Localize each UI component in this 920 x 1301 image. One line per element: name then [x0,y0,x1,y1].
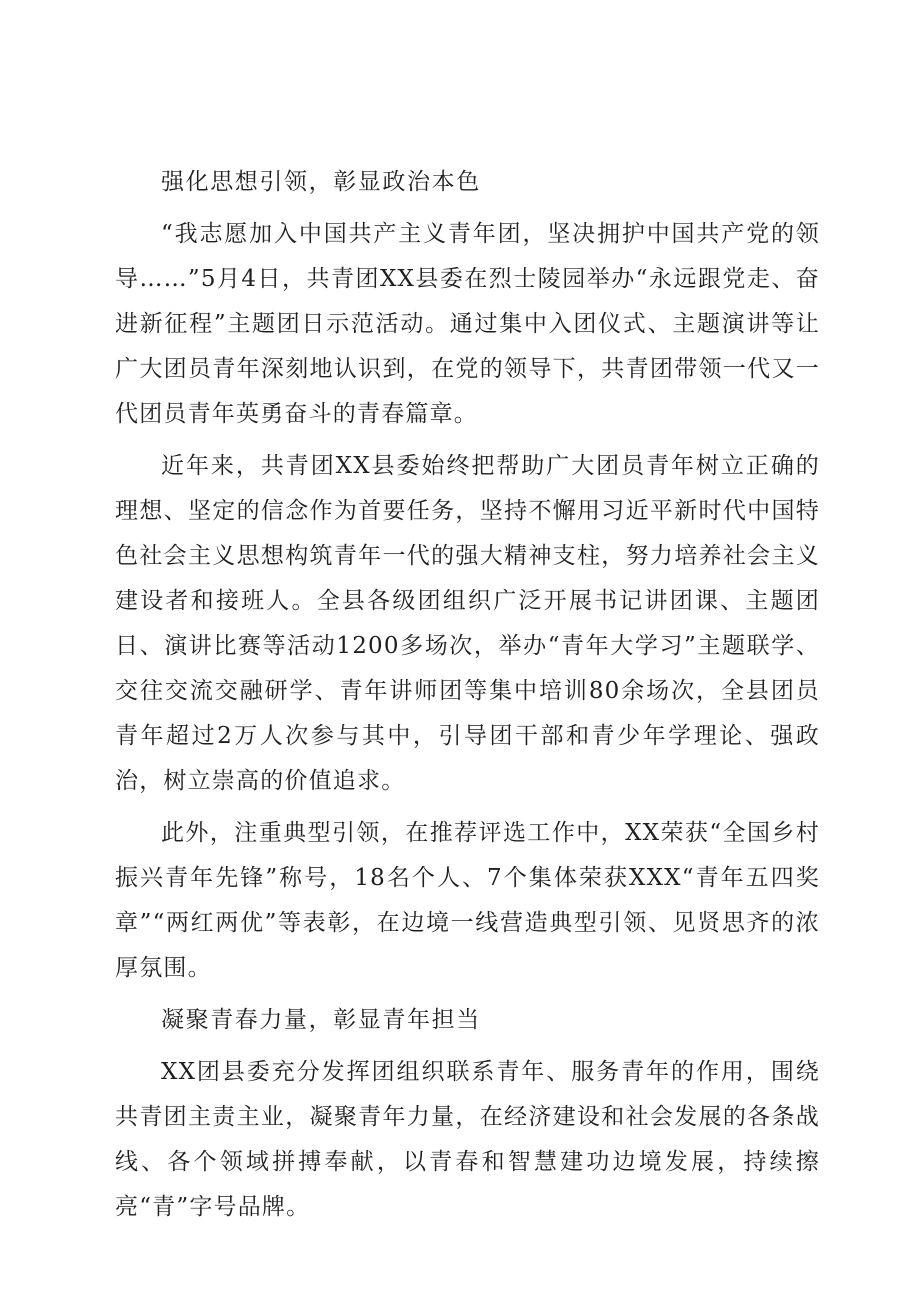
document-body [115,160,820,1237]
section-heading-2: 凝聚青春力量，彰显青年担当 [161,1007,481,1033]
paragraph-3: 此外，注重典型引领，在推荐评选工作中，XX荣获“全国乡村振兴青年先锋”称号，18名个人、7个集体荣获XXX“青年五四奖章”“两红两优”等表彰，在边境一线营造典型引领、见贤思齐的浓厚氛围。 [115,820,820,981]
section-heading-1: 强化思想引领，彰显政治本色 [161,169,481,195]
paragraph-1: “我志愿加入中国共产主义青年团，坚决拥护中国共产党的领导……”5月4日，共青团XX县委在烈士陵园举办“永远跟党走、奋进新征程”主题团日示范活动。通过集中入团仪式、主题演讲等让广大团员青年深刻地认识到，在党的领导下，共青团带领一代又一代团员青年英勇奋斗的青春篇章。 [115,221,820,427]
paragraph-2: 近年来，共青团XX县委始终把帮助广大团员青年树立正确的理想、坚定的信念作为首要任务，坚持不懈用习近平新时代中国特色社会主义思想构筑青年一代的强大精神支柱，努力培养社会主义建设者和接班人。全县各级团组织广泛开展书记讲团课、主题团日、演讲比赛等活动1200多场次，举办“青年大学习”主题联学、交往交流交融研学、青年讲师团等集中培训80余场次，全县团员青年超过2万人次参与其中，引导团干部和青少年学理论、强政治，树立崇高的价值追求。 [115,453,820,794]
paragraph-4: XX团县委充分发挥团组织联系青年、服务青年的作用，围绕共青团主责主业，凝聚青年力量，在经济建设和社会发展的各条战线、各个领域拼搏奉献，以青春和智慧建功边境发展，持续擦亮“青”字号品牌。 [115,1059,820,1220]
